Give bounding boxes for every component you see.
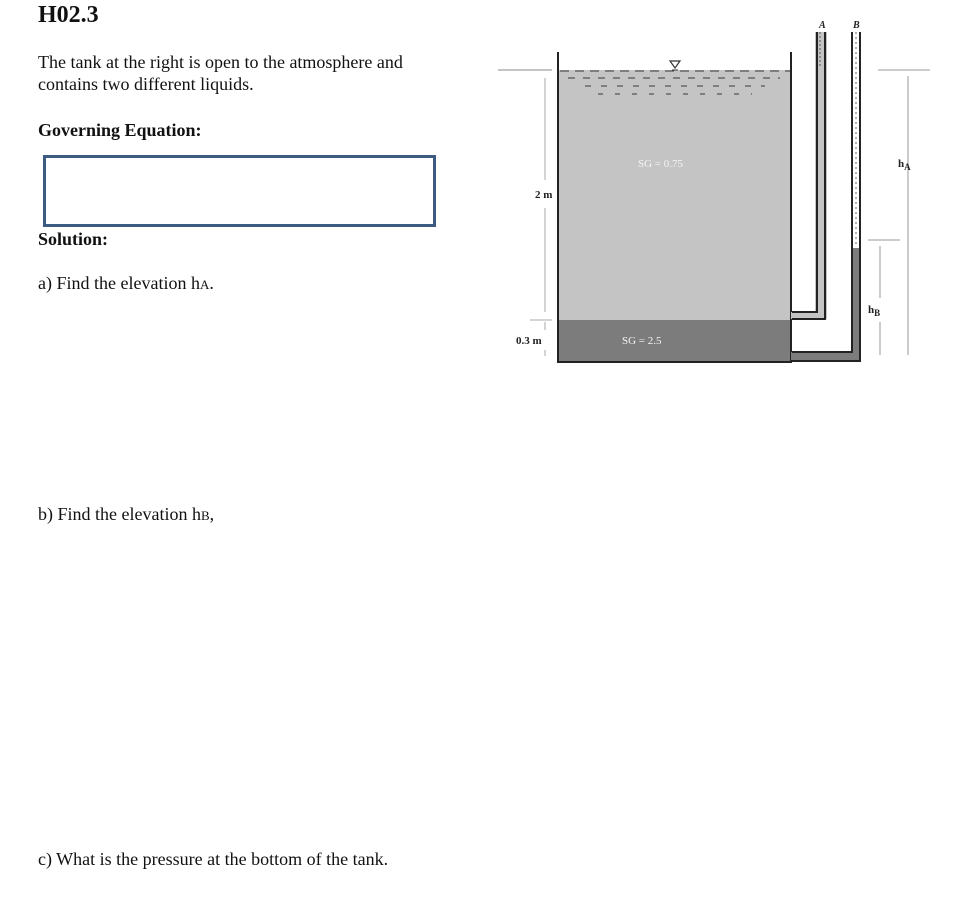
tube-b-label: B [853, 20, 860, 31]
tube-a-label: A [819, 20, 826, 31]
question-a-text: a) Find the elevation h [38, 273, 200, 293]
solution-label: Solution: [38, 229, 109, 249]
governing-equation-box[interactable] [43, 155, 436, 227]
question-a-end: . [209, 273, 214, 293]
question-b [38, 504, 214, 525]
free-surface-symbol [670, 61, 680, 68]
upper-depth-label: 2 m [535, 189, 553, 201]
lower-depth-label: 0.3 m [516, 335, 542, 347]
hb-label: $h_B$ [868, 304, 881, 318]
question-b-end: , [209, 504, 215, 524]
question-a-subscript: A [199, 277, 210, 292]
question-a [38, 273, 214, 294]
problem-title: H02.3 [38, 2, 99, 28]
ha-dimension [878, 70, 930, 355]
question-c: c) What is the pressure at the bottom of the tank. [38, 849, 389, 869]
piezometer-tube-a [791, 32, 827, 319]
lower-liquid-label: SG = 2.5 [622, 335, 662, 347]
governing-equation-label: Governing Equation: [38, 120, 202, 140]
upper-liquid [558, 70, 791, 320]
question-b-subscript: B [200, 508, 210, 523]
tank-figure [490, 0, 940, 380]
question-b-text: b) Find the elevation h [38, 504, 201, 524]
lower-liquid [558, 320, 791, 362]
depth-dimension-lines [530, 78, 552, 356]
ha-label: $h_A$ [898, 158, 911, 172]
upper-liquid-label: SG = 0.75 [638, 158, 684, 170]
hb-dimension [868, 240, 900, 355]
problem-intro: The tank at the right is open to the atmosphere and contains two different liquids. [38, 52, 403, 94]
